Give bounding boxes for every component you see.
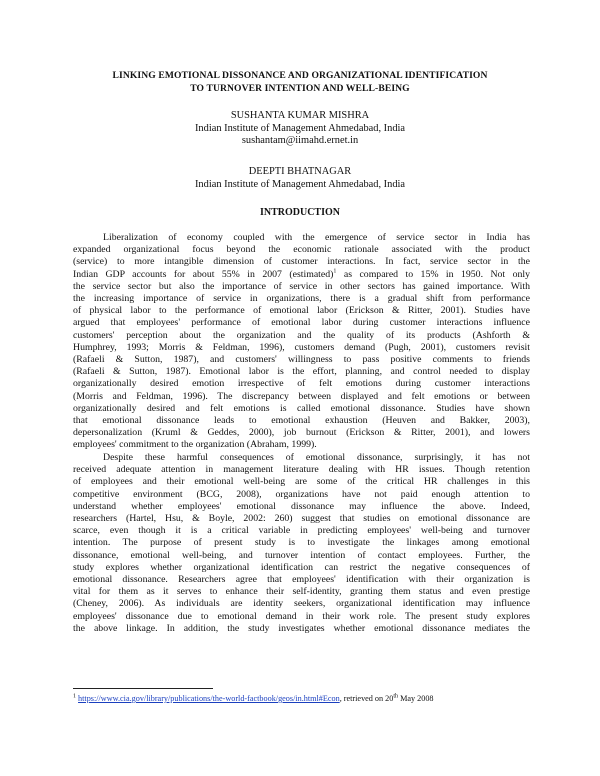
author-name: SUSHANTA KUMAR MISHRA (230, 110, 370, 121)
text-line: researchers (Hartel, Hsu, & Boyle, 2002: 260) suggest that studies on emotional dissonance are (73, 513, 530, 525)
title-line-2: TO TURNOVER INTENTION AND WELL-BEING (190, 83, 410, 94)
text-line: employees' commitment to the organization (Abraham, 1999). (73, 439, 317, 451)
text-line: that emotional dissonance leads to emotional exhaustion (Heuven and Bakker, 2003), (73, 415, 530, 427)
text-line: scarce, even though it is a critical variable in predicting employees' well-being and turnover (73, 525, 530, 537)
author-name: DEEPTI BHATNAGAR (248, 166, 352, 177)
text-line: Humphrey, 1993; Morris & Feldman, 1996), customers demand (Pugh, 2001), customers revisit (73, 341, 530, 353)
text-line: customers' perception about the organization and the quality of its products (Ashforth & (73, 329, 530, 341)
text-line: depersonalization (Kruml & Geddes, 2000), job burnout (Erickson & Ritter, 2001), and lowers (73, 427, 530, 439)
author-block-2 (40, 166, 560, 191)
text-line: Liberalization of economy coupled with the emergence of service sector in India has (103, 232, 530, 243)
text-line: received adequate attention in management literature dealing with HR issues. Though retention (73, 464, 530, 476)
text-line: (Rafaeli & Sutton, 1987), and customers' willingness to pass positive comments to friends (73, 354, 530, 366)
footnote (73, 694, 533, 704)
author-email: sushantam@iimahd.ernet.in (241, 135, 359, 146)
text-line: the above linkage. In addition, the study investigates whether emotional dissonance mediates the (73, 622, 530, 634)
text-line: competitive environment (BCG, 2008), organizations have not paid enough attention to (73, 488, 530, 500)
text-line: understand whether employees' emotional dissonance may influence the above. Indeed, (73, 500, 530, 512)
section-heading: INTRODUCTION (259, 207, 340, 218)
author-affiliation: Indian Institute of Management Ahmedabad, India (194, 122, 406, 134)
text-line: Despite these harmful consequences of emotional dissonance, surprisingly, it has not (103, 452, 530, 463)
paper-title (40, 69, 560, 95)
text-line: argued that employees' performance of emotional labor during customer interactions influence (73, 317, 530, 329)
text-line: (Rafaeli & Sutton, 1987). Emotional labor is the effort, planning, and control needed to display (73, 366, 530, 378)
text-line: expanded organizational focus beyond the economic rationale associated with the product (73, 244, 530, 256)
author-affiliation: Indian Institute of Management Ahmedabad, India (194, 178, 406, 190)
footnote-number: 1 (73, 693, 76, 700)
text-line: (service) to more intangible dimension of customer interactions. In fact, service sector in the (73, 256, 530, 268)
text-line: dissonance, emotional well-being, and turnover intention of contact employees. Further, the (73, 549, 530, 561)
text-line: the increasing importance of service in organizations, there is a gradual shift from performance (73, 293, 530, 305)
text-line: the service sector but also the importance of service in other sectors has gained importance. With (73, 280, 530, 292)
footnote-ordinal: th (393, 693, 399, 700)
footnote-text-end: May 2008 (398, 694, 434, 703)
footnote-link[interactable]: https://www.cia.gov/library/publications/the-world-factbook/geos/in.html#Econ (78, 694, 340, 703)
title-line-1: LINKING EMOTIONAL DISSONANCE AND ORGANIZATIONAL IDENTIFICATION (112, 70, 488, 81)
footnote-divider (73, 688, 213, 689)
text-line: employees' dissonance due to emotional demand in their work role. The present study explores (73, 610, 530, 622)
paragraph-2 (73, 452, 530, 635)
text-line: organizationally desired emotion irrespective of felt emotions during customer interactions (73, 378, 530, 390)
text-line: of physical labor to the performance of emotional labor (Erickson & Ritter, 2001). Studies have (73, 305, 530, 317)
author-block-1 (40, 110, 560, 148)
text-line: organizationally desired and felt emotions is called emotional dissonance. Studies have shown (73, 402, 530, 414)
text-line: of employees and their emotional well-being are some of the critical HR challenges in this (73, 476, 530, 488)
text-line: Indian GDP accounts for about 55% in 2007 (estimated)$^1$ as compared to 15% in 1950. Not only (73, 268, 531, 280)
text-line: intention. The purpose of present study is to investigate the linkages among emotional (73, 537, 530, 549)
text-line: study explores whether organizational identification can restrict the negative consequences of (73, 561, 530, 573)
paragraph-1 (73, 232, 530, 452)
footnote-marker: 1 (333, 268, 337, 275)
footnote-text: , retrieved on 20 (339, 694, 394, 703)
text-line: emotional dissonance. Researchers agree that employees' identification with their organization is (73, 574, 530, 586)
text-line: (Morris and Feldman, 1996). The discrepancy between displayed and felt emotions or between (73, 390, 530, 402)
text-line: vital for them as it serves to enhance their self-identity, granting them status and even prestige (73, 586, 530, 598)
text-line: (Cheney, 2006). As individuals are identity seekers, organizational identification may influence (73, 598, 530, 610)
